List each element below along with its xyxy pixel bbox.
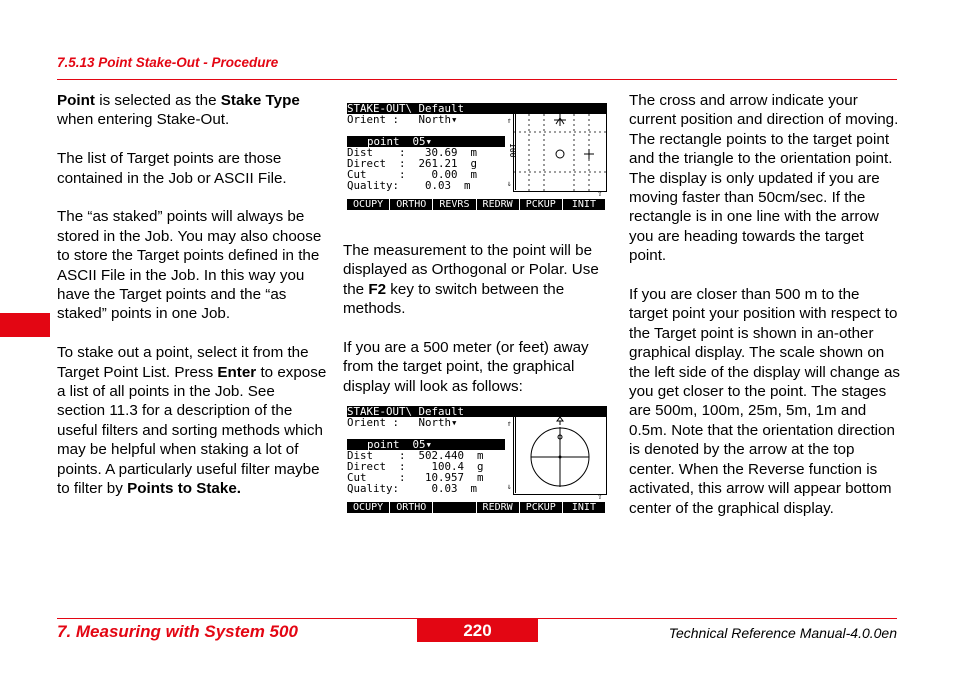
paragraph-cross-arrow: The cross and arrow indicate your current position and direction of moving. The rectangle points to the target point and the triangle to the orientation point. The display is only updated if you are moving faster than 50cm/sec. If the rectangle is in one line with the arrow you are heading towards the target point. [629,92,899,265]
cut-row: Cut : 0.00 m [347,168,478,181]
screen-title-bar: STAKE-OUT\ Default [347,103,607,114]
fkey-ocupy[interactable]: OCUPY [347,502,390,513]
manual-title: Technical Reference Manual-4.0.0en [668,625,897,641]
chapter-title: 7. Measuring with System 500 [57,622,298,641]
column-middle [343,241,615,416]
paragraph-500m: If you are a 500 meter (or feet) away from the target point, the graphical display will look as follows: [343,339,589,395]
scale-up-arrow-icon: ⇑ [507,419,512,428]
direct-row: Direct : 100.4 g [347,460,484,473]
function-key-bar [347,502,605,513]
header-rule [57,79,897,80]
shift-arrow-icon: ⇧ [597,189,603,199]
fkey-redrw[interactable]: REDRW [477,502,520,513]
orientation-arrow-icon [557,417,563,425]
direct-row: Direct : 261.21 g [347,157,478,170]
scale-label: 100 [508,143,517,158]
paragraph-procedure: To stake out a point, select it from the Target Point List. Press Enter to expose a list of all points in the Job. See section 11.3 for a description of the useful filters and sorting methods which may be helpful when staking a lot of points. A particularly useful filter maybe to filter by Points to Stake. [57,344,327,498]
scale-down-arrow-icon: ⇓ [507,179,512,188]
fkey-pckup[interactable]: PCKUP [520,502,563,513]
stakeout-graphic-orthogonal [513,113,607,192]
point-row: point 05▾ [347,439,505,450]
screen-title-bar: STAKE-OUT\ Default [347,406,607,417]
scale-up-arrow-icon: ⇑ [507,116,512,125]
fkey-init[interactable]: INIT [571,502,596,513]
quality-row: Quality: 0.03 m [347,482,478,495]
stakeout-graphic-polar [513,416,607,495]
orient-row: Orient : North▾ [347,416,458,429]
fkey-ortho[interactable]: ORTHO [390,502,433,513]
fkey-revrs[interactable]: REVRS [433,199,476,210]
fkey-redrw[interactable]: REDRW [477,199,520,210]
scale-down-arrow-icon: ⇓ [507,482,512,491]
fkey-init[interactable]: INIT [571,199,596,210]
paragraph-measurement: The measurement to the point will be displayed as Orthogonal or Polar. Use the F2 key to switch between the methods. [343,242,599,318]
page-number: 220 [417,619,538,642]
column-right [629,91,901,537]
position-circle-icon [556,150,564,158]
fkey-empty [433,502,476,513]
position-dot-icon [559,456,562,459]
side-tab-marker [0,313,50,337]
cut-row: Cut : 10.957 m [347,471,484,484]
paragraph-stake-type: Point is selected as the Stake Type when entering Stake-Out. [57,92,300,129]
quality-row: Quality: 0.03 m [347,179,471,192]
function-key-bar [347,199,605,210]
target-cross-icon [584,149,594,159]
orientation-triangle-icon [554,114,566,126]
paragraph-target-list: The list of Target points are those contained in the Job or ASCII File. [57,150,287,187]
paragraph-closer-500m: If you are closer than 500 m to the target point your position with respect to the Target point is shown in an-other graphical display. The scale shown on the left side of the display will change as you get closer to the point. The stages are 500m, 100m, 25m, 5m, 1m and 0.5m. Note that the orientation direction is denoted by the arrow at the top center. When the Reverse function is activated, this arrow will appear bottom center of the graphical display. [629,286,901,517]
orient-row: Orient : North▾ [347,113,458,126]
dist-row: Dist : 30.69 m [347,146,478,159]
point-row: point 05▾ [347,136,505,147]
fkey-ortho[interactable]: ORTHO [390,199,433,210]
lcd-screen-polar [347,406,607,516]
lcd-screen-orthogonal [347,103,607,213]
fkey-pckup[interactable]: PCKUP [520,199,563,210]
section-title: 7.5.13 Point Stake-Out - Procedure [57,55,279,70]
dist-row: Dist : 502.440 m [347,449,484,462]
column-left [57,91,327,518]
fkey-ocupy[interactable]: OCUPY [347,199,390,210]
paragraph-as-staked: The “as staked” points will always be stored in the Job. You may also choose to store the Target points defined in the ASCII File in the Job. In this way you have the Target points and the “as staked” points in one Job. [57,208,322,323]
shift-arrow-icon: ⇧ [597,492,603,502]
